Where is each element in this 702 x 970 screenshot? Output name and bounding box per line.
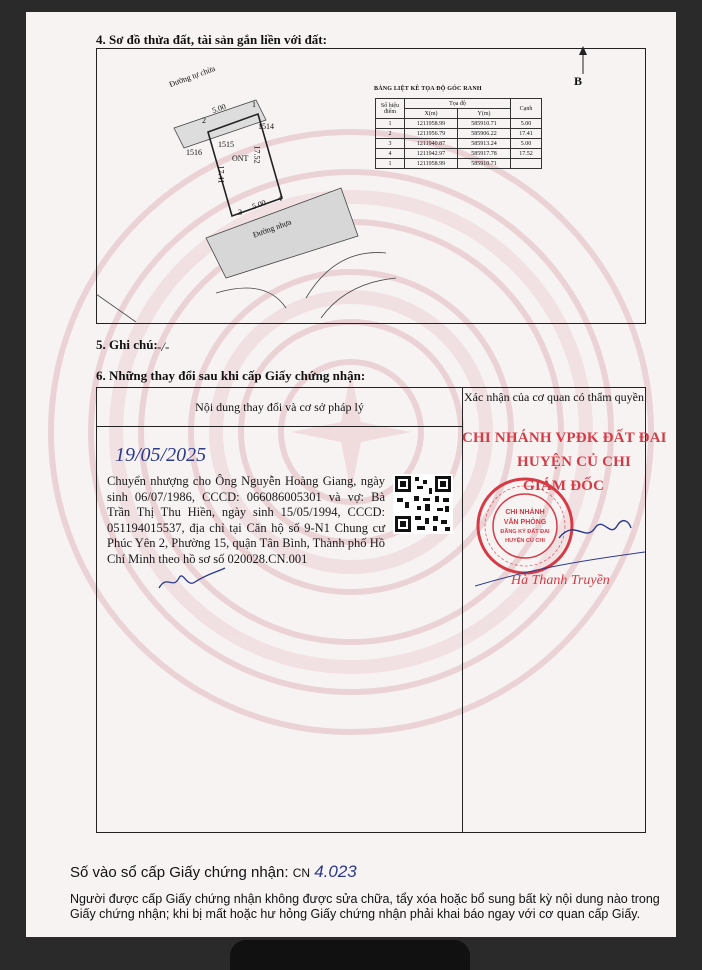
- stamp-district: HUYỆN CỦ CHI: [517, 454, 632, 470]
- table-row: [376, 119, 542, 129]
- cell: 4: [376, 149, 405, 159]
- col-x: X(m): [405, 109, 458, 119]
- column-divider: [462, 388, 463, 832]
- seal-line: HUYỆN CỦ CHI: [505, 538, 545, 544]
- cell: 3: [376, 139, 405, 149]
- edge-bottom-length: 5.00: [250, 197, 268, 212]
- north-label: B: [574, 74, 583, 88]
- book-prefix: CN: [292, 866, 311, 880]
- cell: 5.00: [511, 119, 542, 129]
- road-top-label: Đường tự chừa: [167, 64, 217, 89]
- book-label: Số vào sổ cấp Giấy chứng nhận:: [70, 864, 289, 881]
- road-bottom-label: Đường nhựa: [251, 217, 293, 240]
- stamp-title: GIÁM ĐỐC: [523, 478, 605, 494]
- stamp-office: CHI NHÁNH VPĐK ĐẤT ĐAI: [462, 430, 667, 446]
- land-type: ONT: [232, 154, 249, 163]
- seal-line: CHI NHÁNH: [505, 509, 545, 516]
- section-5-title: 5. Ghi chú:: [96, 337, 158, 352]
- corner-label-4: 4: [278, 194, 282, 203]
- cell: 17.52: [511, 149, 542, 159]
- seal-line: VĂN PHÒNG: [503, 519, 547, 526]
- coord-table: [375, 98, 542, 169]
- section-6-title: 6. Những thay đổi sau khi cấp Giấy chứng nhận:: [96, 368, 366, 383]
- confirm-col-header: Xác nhận của cơ quan có thẩm quyền: [464, 390, 644, 404]
- cell: 585910.71: [458, 119, 511, 129]
- col-point: Số hiệu điểm: [376, 99, 405, 119]
- cell: 585913.24: [458, 139, 511, 149]
- corner-label-2: 2: [202, 116, 206, 125]
- cell: 1211958.99: [405, 159, 458, 169]
- change-content: Chuyển nhượng cho Ông Nguyễn Hoàng Giang, ngày sinh 06/07/1986, CCCD: 066086005301 và vợ: Bà Trần Thị Thu Hiền, ngày sinh 15/05/1994, CCCD: 051194015537, địa chỉ tại Căn hộ số 9-N1 Chung cư Phúc Yên 2, Phường 15, quận Tân Bình, Thành phố Hồ Chí Minh theo hồ sơ số 020028.CN.001: [107, 474, 385, 566]
- cell: 585917.78: [458, 149, 511, 159]
- edge-right-length: 17.52: [252, 145, 262, 164]
- qr-code-icon: [393, 474, 453, 534]
- changes-col-header: Nội dung thay đổi và cơ sở pháp lý: [195, 400, 364, 414]
- col-y: Y(m): [458, 109, 511, 119]
- neighbor-left: 1516: [186, 148, 202, 157]
- cell: 1211940.87: [405, 139, 458, 149]
- edge-left-length: 17.41: [216, 165, 226, 184]
- bottom-overlay: [230, 940, 470, 970]
- table-row: [376, 129, 542, 139]
- book-number-line: [70, 862, 357, 882]
- cell: 17.41: [511, 129, 542, 139]
- cell: 585906.22: [458, 129, 511, 139]
- section-4-title: 4. Sơ đồ thửa đất, tài sản gắn liền với đất:: [96, 32, 327, 47]
- seal-line: ĐĂNG KÝ ĐẤT ĐAI: [500, 529, 550, 535]
- table-row: [376, 139, 542, 149]
- corner-label-3: 3: [238, 208, 242, 217]
- certificate-page: [26, 12, 676, 937]
- note-value: -/-: [157, 339, 170, 354]
- cell: 2: [376, 129, 405, 139]
- signer-name: Hà Thanh Truyền: [511, 573, 610, 588]
- cell: 1211956.79: [405, 129, 458, 139]
- neighbor-right: 1514: [258, 122, 274, 131]
- parcel-number: 1515: [218, 140, 234, 149]
- parcel-sketch: [96, 48, 644, 322]
- cell: 585910.71: [458, 159, 511, 169]
- header-divider: [97, 426, 462, 427]
- col-edge: Cạnh: [511, 99, 542, 119]
- footnote: Người được cấp Giấy chứng nhận không được sửa chữa, tẩy xóa hoặc bổ sung bất kỳ nội dung nào trong Giấy chứng nhận; khi bị mất hoặc hư hỏng Giấy chứng nhận phải khai báo ngay với cơ quan cấp Giấy.: [70, 892, 660, 921]
- initial-mark: [157, 564, 227, 594]
- table-row: [376, 159, 542, 169]
- director-signature: [555, 508, 635, 548]
- corner-label-1: 1: [252, 100, 256, 109]
- edge-top-length: 5.00: [210, 101, 228, 116]
- coord-table-title: BẢNG LIỆT KÊ TỌA ĐỘ GÓC RANH: [374, 86, 482, 92]
- cell: 5.00: [511, 139, 542, 149]
- cell: [511, 159, 542, 169]
- cell: 1: [376, 119, 405, 129]
- cell: 1211958.99: [405, 119, 458, 129]
- handwritten-date: 19/05/2025: [115, 444, 207, 466]
- cell: 1: [376, 159, 405, 169]
- book-number: 4.023: [314, 862, 357, 881]
- north-arrow-icon: [578, 46, 588, 74]
- col-coord: Tọa độ: [405, 99, 511, 109]
- changes-table: [96, 387, 667, 833]
- cell: 1211942.97: [405, 149, 458, 159]
- table-row: [376, 149, 542, 159]
